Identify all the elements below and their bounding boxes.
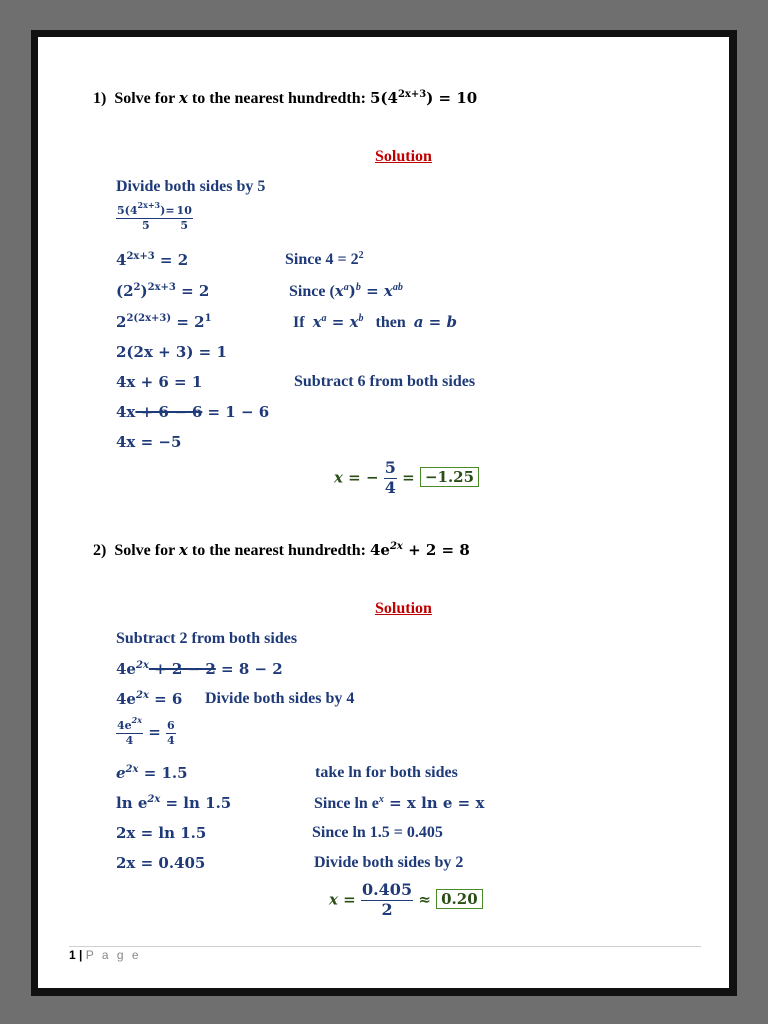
answer-line: x = − $\frac{5}{4}$ = −1.25: [334, 460, 479, 497]
note-text: Since ln 1.5 = 0.405: [312, 824, 443, 841]
equation-line: $e^{2x} = 1.5$: [116, 764, 188, 782]
equation-line: 2(2x + 3) = 1: [116, 343, 227, 361]
equation-line: $4e^{2x} = 6$: [116, 690, 183, 708]
equation-line: $\ln e^{2x} = \ln 1.5$: [116, 794, 232, 812]
prompt-text: Solve for: [114, 90, 175, 107]
prompt-text: Solve for: [114, 542, 175, 559]
prompt-rest: to the nearest hundredth:: [191, 542, 366, 559]
problem-number: 1): [93, 90, 107, 107]
note-text: Since $(x^a)^b = x^{ab}$: [289, 282, 403, 300]
footer-separator: |: [79, 948, 83, 962]
footer-divider: [69, 946, 701, 947]
solution-heading-2: Solution: [375, 600, 432, 617]
note-text: Divide both sides by 4: [205, 690, 355, 707]
equation-line: 4x + 6 − 6 = 1 − 6: [116, 403, 270, 421]
note-text: Divide both sides by 2: [314, 854, 464, 871]
answer-box: 0.20: [436, 889, 483, 909]
solution-heading-1: Solution: [375, 148, 432, 165]
answer-line: x = $\frac{0.405}{2}$ ≈ 0.20: [329, 882, 483, 919]
fraction-line: $\frac{5(4^{2x+3})=}{5}$ $\frac{10}{5}$: [117, 200, 192, 232]
equation-line: 4x + 6 = 1: [116, 373, 203, 391]
note-text: Subtract 6 from both sides: [294, 373, 476, 390]
variable: x: [178, 89, 188, 107]
equation-line: 2x = 0.405: [116, 854, 206, 872]
answer-box: −1.25: [420, 467, 479, 487]
problem-2-statement: 2) Solve for x to the nearest hundredth: $4e^{2x} + 2 = 8$: [93, 541, 470, 559]
equation-line: $4^{2x+3} = 2$: [116, 251, 189, 269]
step-text: Subtract 2 from both sides: [116, 630, 298, 647]
equation-line: 4x = −5: [116, 433, 182, 451]
variable: x: [178, 541, 188, 559]
equation-line: $4e^{2x} + 2 - 2 = 8 - 2$: [116, 660, 283, 678]
equation-line: $(2^2)^{2x+3} = 2$: [116, 282, 210, 300]
step-text: Divide both sides by 5: [116, 178, 266, 195]
note-text: If $x^a = x^b$ then a = b: [293, 313, 457, 331]
problem-number: 2): [93, 542, 107, 559]
fraction-line: $\frac{4e^{2x}}{4}$ = $\frac{6}{4}$: [117, 715, 175, 747]
note-text: Since $\ln e^x = x$ ln e = x: [314, 794, 485, 812]
equation-line: $2^{2(2x+3)} = 2^1$: [116, 313, 212, 331]
page-footer: [69, 948, 141, 962]
equation-line: 2x = ln 1.5: [116, 824, 207, 842]
note-text: take ln for both sides: [315, 764, 458, 781]
note-text: Since $4 = 2^2$: [285, 250, 364, 268]
prompt-rest: to the nearest hundredth:: [191, 90, 366, 107]
page-number: 1: [69, 948, 76, 962]
page-word: P a g e: [85, 948, 142, 962]
problem-1-statement: 1) Solve for x to the nearest hundredth: $5(4^{2x+3}) = 10$: [93, 89, 478, 107]
